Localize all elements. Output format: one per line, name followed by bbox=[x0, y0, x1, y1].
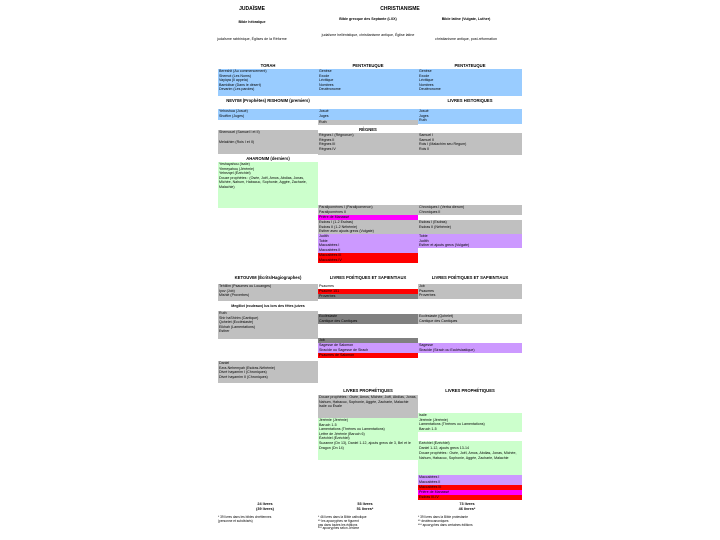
protestant-bible-title: Bible latine (Vulgate, Luther) bbox=[441, 17, 491, 21]
protestant-ezekiel-block bbox=[418, 441, 522, 451]
book-entry: Cantique des Cantiques bbox=[319, 318, 358, 323]
book-entry: Esther et ajouts grecs (Vulgate) bbox=[419, 243, 470, 248]
book-entry: Isaïe bbox=[419, 413, 427, 417]
protestant-col-i bbox=[418, 413, 522, 432]
book-entry: Shemouel (Samuel I et II) bbox=[219, 130, 260, 134]
hebrew-bible-title: Bible hébraïque bbox=[238, 20, 266, 24]
section-megillot: Megillot (rouleaux) lus lors des fêtes juives bbox=[231, 304, 305, 308]
protestant-col-g bbox=[418, 314, 522, 324]
book-entry: Ézéchiel (Ézéchiel) bbox=[419, 441, 450, 445]
catholic-chronicles-block bbox=[318, 205, 418, 215]
book-entry: Chroniques I (Verba dierum) bbox=[419, 205, 465, 209]
book-entry: Exode bbox=[419, 73, 430, 78]
hebrew-aharonim-block bbox=[218, 162, 318, 208]
hebrew-column-6 bbox=[218, 311, 318, 339]
book-entry: Yehezqel (Ézéchiel) bbox=[219, 171, 251, 176]
section-aharonim: AHARONIM (derniers) bbox=[246, 156, 290, 161]
section-regnes: RÈGNES bbox=[359, 127, 377, 132]
footer-hebrew-title: 24 livres bbox=[257, 502, 273, 506]
footer-note: * 39 livres dans les bibles chrétiennes bbox=[218, 515, 272, 519]
book-entry: Bamidbar (Dans le désert) bbox=[219, 82, 261, 87]
protestant-tobit-block bbox=[418, 234, 522, 248]
section-poetiques-prot: LIVRES POÉTIQUES ET SAPIENTIAUX bbox=[431, 275, 509, 280]
book-entry: Yehoshua (Josué) bbox=[219, 109, 248, 113]
catholic-kingdoms-block bbox=[318, 133, 418, 155]
book-entry: Ézéchiel (Ézéchiel) bbox=[319, 436, 350, 441]
book-entry: Ecclésiaste bbox=[319, 314, 338, 318]
book-entry: Esther bbox=[219, 329, 230, 334]
protestant-eccl-block bbox=[418, 314, 522, 324]
book-entry: Ruth bbox=[319, 120, 327, 124]
book-entry: Paralipomènes II bbox=[319, 209, 346, 214]
book-entry: Douze prophètes : Osée, Amos, Michée, Joël, Abdias, Jonas, Nahum, Habacuc, Sophonie, Aggée, Zacharie, Malachie bbox=[319, 395, 417, 404]
footer-catholic-sub: 51 livres* bbox=[356, 507, 374, 511]
book-entry: Prière de Manassé bbox=[319, 215, 350, 219]
catholic-col-b bbox=[318, 109, 418, 125]
book-entry: Shoftim (Juges) bbox=[219, 113, 245, 118]
protestant-col-d bbox=[418, 205, 522, 215]
catholic-macc-34-block bbox=[318, 253, 418, 263]
protestant-col-h bbox=[418, 343, 522, 353]
catholic-major-prophets-block bbox=[318, 418, 418, 460]
section-poetiques-cath: LIVRES POÉTIQUES ET SAPIENTIAUX bbox=[329, 275, 407, 280]
hebrew-rishonim-block bbox=[218, 109, 318, 120]
book-entry: Siracide ou Sagesse de Sirach bbox=[319, 347, 369, 352]
footer-protestant-notes bbox=[418, 516, 522, 527]
book-entry: Esdras II (1-2 Néhémie) bbox=[319, 224, 358, 229]
book-entry: Psaumes bbox=[419, 288, 434, 293]
book-entry: Genèse bbox=[419, 69, 432, 73]
catholic-col-g bbox=[318, 338, 418, 358]
book-entry: Ruth bbox=[219, 311, 227, 315]
protestant-wisdom-block bbox=[418, 343, 522, 353]
book-entry: Sagesse bbox=[419, 343, 433, 347]
catholic-col-e bbox=[318, 284, 418, 299]
book-entry: Divré hayamim I (Chroniques) bbox=[219, 370, 267, 375]
book-entry: Lévitique bbox=[419, 78, 434, 83]
book-entry: Deutéronome bbox=[319, 87, 341, 92]
footer-note: * 39 livres dans la Bible protestante bbox=[418, 515, 468, 519]
footer-note: *** apocryphes selon Jérôme bbox=[318, 526, 360, 531]
hebrew-column-5 bbox=[218, 284, 318, 301]
book-entry: Esdras III-IV bbox=[419, 495, 439, 499]
book-entry: Samuel I bbox=[419, 133, 434, 137]
book-entry: Lamentations (Thrènes ou Lamentations) bbox=[319, 427, 385, 432]
catholic-col-d bbox=[318, 205, 418, 263]
protestant-joshua-block bbox=[418, 109, 522, 124]
protestant-col-j bbox=[418, 441, 522, 500]
book-entry: Prière de Manassé bbox=[419, 490, 450, 494]
catholic-twelve-block bbox=[318, 395, 418, 418]
book-entry: Isaïe ou Ésaïe bbox=[319, 404, 342, 409]
book-entry: Genèse bbox=[319, 69, 332, 73]
hebrew-poetic-block bbox=[218, 284, 318, 301]
catholic-judith-block bbox=[318, 234, 418, 253]
book-entry: Esdras I (Esdras) bbox=[419, 220, 447, 224]
footer-note: *** apocryphes dans certaines éditions bbox=[418, 522, 473, 527]
footer-protestant-sub: 46 livres* bbox=[458, 507, 476, 511]
book-entry: Douze prophètes : Osée, Joël, Amos, Abdias, Jonas, Michée, Nahum, Habacuc, Sophonie, Aggée, Zacharie, Malachie bbox=[419, 451, 517, 460]
judaism-note: judaïsme rabbinique, Églises de la Réforme bbox=[217, 37, 287, 41]
protestant-macc-block bbox=[418, 475, 522, 485]
protestant-job-block bbox=[418, 284, 522, 299]
book-entry: Mishlé (Proverbes) bbox=[219, 293, 250, 298]
section-prophetiques-prot: LIVRES PROPHÉTIQUES bbox=[445, 388, 495, 393]
protestant-samuel-block bbox=[418, 133, 522, 155]
book-entry: Daniel 1-12, ajouts grecs 13-14 bbox=[419, 445, 469, 450]
hebrew-column-7 bbox=[218, 361, 318, 383]
hebrew-samuel-block bbox=[218, 130, 318, 140]
footer-hebrew-sub: (39 livres) bbox=[256, 507, 274, 511]
book-entry: Yeshayahou (Isaïe) bbox=[219, 162, 250, 166]
catholic-ps-salomon-block bbox=[318, 353, 418, 358]
book-entry: Ezra-Nehemyah (Esdras-Néhémie) bbox=[219, 365, 276, 370]
catholic-eccl-block bbox=[318, 314, 418, 324]
book-entry: Maccabées I bbox=[419, 475, 440, 479]
book-entry: Maccabées I bbox=[319, 243, 340, 248]
footer-note: ** deutérocanoniques bbox=[418, 518, 449, 523]
catholic-joshua-block bbox=[318, 109, 418, 120]
hebrew-megillot-block bbox=[218, 311, 318, 339]
footer-note: * 46 livres dans la Bible catholique bbox=[318, 515, 367, 519]
section-pentateuque-cath: PENTATEUQUE bbox=[352, 63, 384, 68]
book-entry: Shir haShirim (Cantique) bbox=[219, 315, 259, 320]
section-ketouvim: KETOUVIM (Écrits/Hagiographes) bbox=[234, 275, 302, 280]
book-entry: Juges bbox=[419, 113, 429, 118]
protestant-pentateuch-block bbox=[418, 69, 522, 96]
book-entry: Lettre de Jérémie (Baruch 6) bbox=[319, 431, 365, 436]
book-entry: Maccabées III bbox=[419, 485, 442, 489]
catholic-esdras-block bbox=[318, 220, 418, 234]
book-entry: Douze prophètes : (Osée, Joël, Amos, Abdias, Jonas, Michée, Nahum, Habacuc, Sophonie, Aggée, Zacharie, Malachie) bbox=[219, 175, 307, 189]
hebrew-column-3 bbox=[218, 130, 318, 154]
section-pentateuque-prot: PENTATEUQUE bbox=[454, 63, 486, 68]
hebrew-column-4 bbox=[218, 162, 318, 208]
book-entry: Josué bbox=[319, 109, 329, 113]
book-entry: Cantique des Cantiques bbox=[419, 318, 458, 323]
book-entry: Suzanne (Dn 13), Daniel 1-12, ajouts grecs de 3, Bel et le Dragon (Dn 14) bbox=[319, 440, 411, 450]
catholic-ruth-block bbox=[318, 120, 418, 125]
catholic-wisdom-block bbox=[318, 343, 418, 353]
hebrew-kings-block bbox=[218, 140, 318, 154]
protestant-isaiah-block bbox=[418, 413, 522, 432]
protestant-col-a bbox=[418, 69, 522, 96]
judaism-header: JUDAÏSME bbox=[239, 6, 265, 12]
book-entry: Psaume 151 bbox=[319, 289, 340, 293]
book-entry: Proverbes bbox=[419, 293, 436, 298]
book-entry: Yirmeyahou (Jérémie) bbox=[219, 166, 255, 171]
book-entry: Shemot (Les Noms) bbox=[219, 73, 251, 78]
book-entry: Deutéronome bbox=[419, 87, 441, 92]
book-entry: Job bbox=[419, 284, 425, 288]
book-entry: Rois II bbox=[419, 146, 430, 151]
book-entry: Devarim (Les paroles) bbox=[219, 87, 255, 92]
footer-catholic-title: 53 livres bbox=[357, 502, 373, 506]
catholic-col-f bbox=[318, 314, 418, 324]
book-entry: Jérémie (Jérémie) bbox=[419, 417, 448, 422]
book-entry: Judith bbox=[319, 234, 329, 238]
book-entry: Chroniques II bbox=[419, 209, 441, 214]
book-entry: Samuel II bbox=[419, 137, 435, 142]
footer-note: ** les apocryphes ne figurent bbox=[318, 518, 359, 523]
book-entry: Bereshit (Au commencement) bbox=[219, 69, 267, 73]
protestant-col-c bbox=[418, 133, 522, 155]
protestant-col-e bbox=[418, 220, 522, 248]
book-entry: Divré hayamim II (Chroniques) bbox=[219, 374, 268, 379]
footer-note: (personne et subdivisés) bbox=[218, 518, 253, 523]
book-entry: Judith bbox=[419, 238, 429, 243]
book-entry: Ruth bbox=[419, 118, 427, 123]
book-entry: Lévitique bbox=[319, 78, 334, 83]
protestant-esdras34-block bbox=[418, 495, 522, 500]
book-entry: Vayiqra (Il appela) bbox=[219, 78, 248, 83]
catholic-proverbs-block bbox=[318, 294, 418, 299]
book-entry: Règnes IV bbox=[319, 146, 336, 151]
protestant-twelve-block bbox=[418, 451, 522, 475]
book-entry: Siracide (Sirach ou Ecclésiastique) bbox=[419, 347, 475, 352]
catholic-col-a bbox=[318, 69, 418, 96]
book-entry: Ecclésiaste (Qohelet) bbox=[419, 314, 454, 318]
book-entry: Maccabées II bbox=[319, 247, 341, 252]
book-entry: Paralipomènes I (Paralipomenon) bbox=[319, 205, 373, 209]
section-neviim: NEVI'IM (Prophètes) RISHONIM (premiers) bbox=[226, 98, 310, 103]
hebrew-column-2 bbox=[218, 109, 318, 120]
book-entry: Règnes II bbox=[319, 137, 335, 142]
footer-hebrew-notes bbox=[218, 516, 318, 524]
book-entry: Psaumes de Salomon bbox=[319, 353, 355, 357]
book-entry: Iyov (Job) bbox=[219, 288, 235, 293]
book-entry: Maccabées III bbox=[319, 253, 342, 257]
protestant-esdras-block bbox=[418, 220, 522, 234]
book-entry: Maccabées II bbox=[419, 479, 441, 484]
book-entry: Sagesse de Salomon bbox=[319, 343, 354, 347]
section-prophetiques-cath: LIVRES PROPHÉTIQUES bbox=[343, 388, 393, 393]
book-entry: Nombres bbox=[319, 82, 334, 87]
book-entry: Job bbox=[319, 338, 325, 342]
book-entry: Esdras I (1-2 Esdras) bbox=[319, 220, 353, 224]
book-entry: Melakhim (Rois I et II) bbox=[219, 140, 254, 144]
protestant-col-f bbox=[418, 284, 522, 299]
book-entry: Juges bbox=[319, 113, 329, 118]
christianity-header: CHRISTIANISME bbox=[380, 6, 420, 12]
book-entry: Lamentations (Thrènes ou Lamentations) bbox=[419, 422, 485, 427]
book-entry: Exode bbox=[319, 73, 330, 78]
book-entry: Psaumes bbox=[319, 284, 334, 288]
protestant-chronicles-block bbox=[418, 205, 522, 215]
section-historiques: LIVRES HISTORIQUES bbox=[447, 98, 493, 103]
section-torah: TORAH bbox=[260, 63, 276, 68]
book-entry: Jérémie (Jérémie) bbox=[319, 418, 348, 422]
protestant-note: christianisme antique, post-réformation bbox=[435, 37, 497, 41]
book-entry: Maccabées IV bbox=[319, 257, 342, 262]
catholic-col-h bbox=[318, 395, 418, 460]
hebrew-writings-block bbox=[218, 361, 318, 383]
book-entry: Baruch 1-5 bbox=[319, 422, 337, 427]
hebrew-column bbox=[218, 69, 318, 96]
book-entry: Proverbes bbox=[319, 294, 336, 298]
book-entry: Tobie bbox=[419, 234, 428, 238]
catholic-col-c bbox=[318, 133, 418, 155]
book-entry: Règnes III bbox=[319, 142, 336, 147]
catholic-bible-title: Bible grecque des Septante (LXX) bbox=[339, 17, 397, 21]
book-entry: Règnes I (Règnorum) bbox=[319, 133, 354, 137]
catholic-note: judaïsme hellénistique, christianisme antique, Église latine bbox=[321, 33, 415, 37]
footer-note: pas dans toutes les éditions bbox=[318, 522, 358, 527]
book-entry: Qohelet (Ecclésiaste) bbox=[219, 320, 254, 325]
protestant-col-b bbox=[418, 109, 522, 124]
catholic-pentateuch-block bbox=[318, 69, 418, 96]
book-entry: Esdras II (Néhémie) bbox=[419, 224, 451, 229]
footer-catholic-notes bbox=[318, 516, 418, 531]
book-entry: Tobie bbox=[319, 238, 328, 243]
hebrew-torah-block bbox=[218, 69, 318, 96]
book-entry: Daniel bbox=[219, 361, 230, 365]
book-entry: Eikhah (Lamentations) bbox=[219, 324, 255, 329]
book-entry: Tehillim (Psaumes ou Louanges) bbox=[219, 284, 272, 288]
book-entry: Nombres bbox=[419, 82, 434, 87]
book-entry: Baruch 1-5 bbox=[419, 426, 437, 431]
book-entry: Esther avec ajouts grecs (Vulgate) bbox=[319, 229, 374, 234]
book-entry: Rois I (Malachim seu Regum) bbox=[419, 142, 467, 147]
book-entry: Josué bbox=[419, 109, 429, 113]
footer-protestant-title: 73 livres bbox=[459, 502, 475, 506]
